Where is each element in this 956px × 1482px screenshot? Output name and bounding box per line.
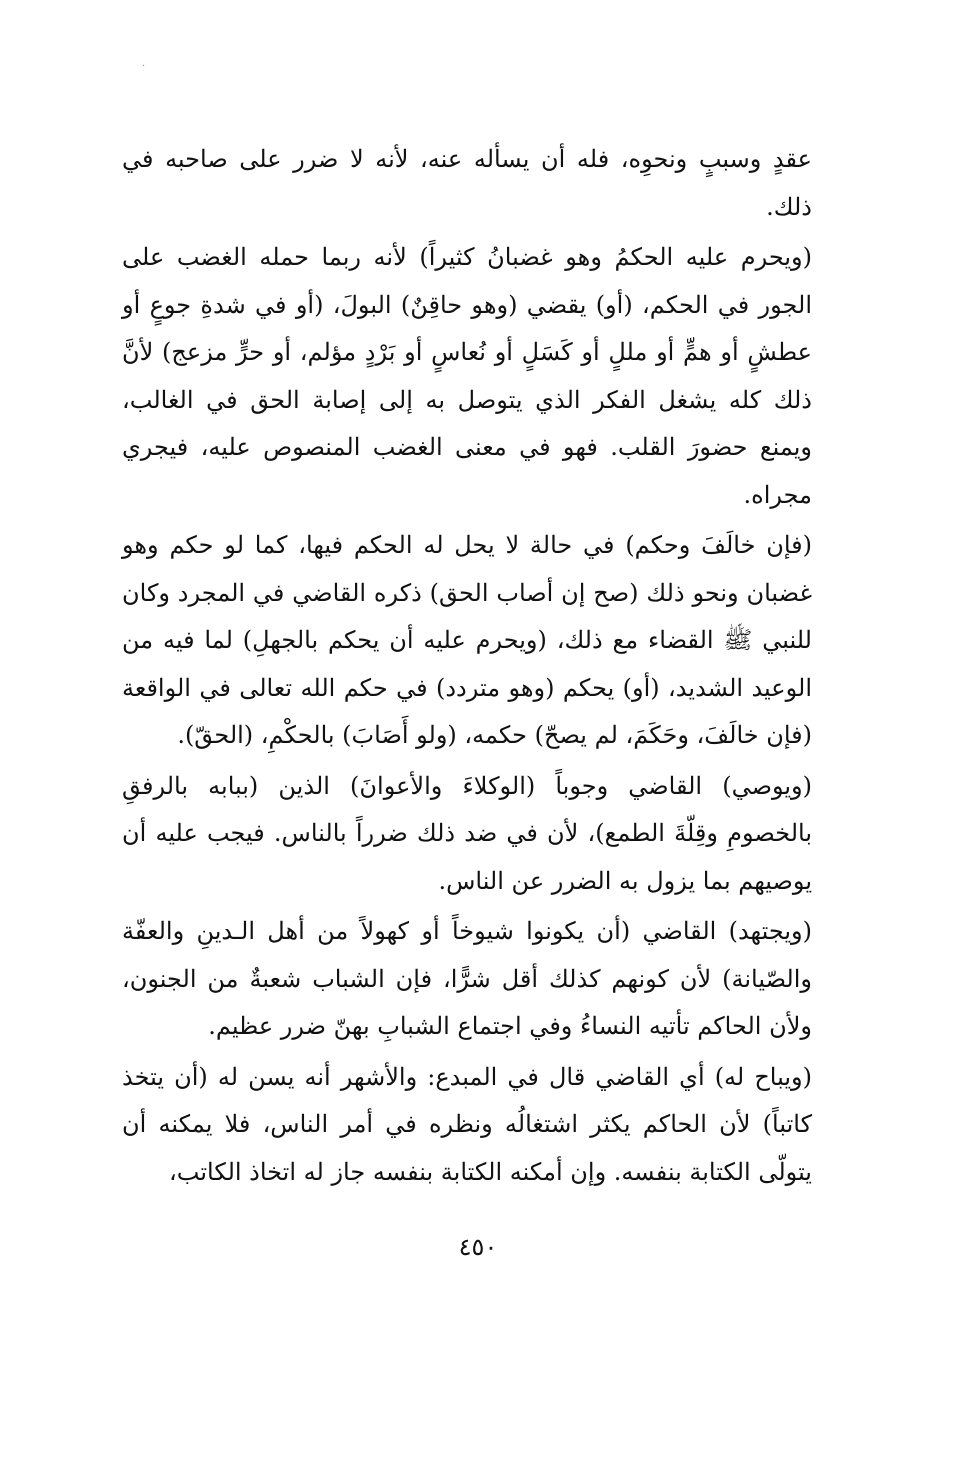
paragraph-4: (ويوصي) القاضي وجوباً (الوكلاءَ والأعوانَ) الذين (ببابه بالرفقِ بالخصومِ وقِلّةَ الطمع)، لأن في ضد ذلك ضرراً بالناس. فيجب عليه أن يوصيهم بما يزول به الضرر عن الناس. xyxy=(122,771,812,895)
paragraph-1: عقدٍ وسببٍ ونحوِه، فله أن يسأله عنه، لأنه لا ضرر على صاحبه في ذلك. xyxy=(122,145,812,221)
paragraph-2: (ويحرم عليه الحكمُ وهو غضبانُ كثيراً) لأنه ربما حمله الغضب على الجور في الحكم، (أو) يقضي (وهو حاقِنٌ) البولَ، (أو في شدةِ جوعٍ أو عطشٍ أو همٍّ أو مللٍ أو كَسَلٍ أو نُعاسٍ أو بَرْدٍ مؤلم، أو حرٍّ مزعج) لأنَّ ذلك كله يشغل الفكر الذي يتوصل به إلى إصابة الحق في الغالب، ويمنع حضورَ القلب. فهو في معنى الغضب المنصوص عليه، فيجري مجراه. xyxy=(122,243,812,509)
page-body xyxy=(122,136,812,1196)
paragraph-6: (ويباح له) أي القاضي قال في المبدع: والأشهر أنه يسن له (أن يتخذ كاتباً) لأن الحاكم يكثر اشتغالُه ونظره في أمر الناس، فلا يمكنه أن يتولّى الكتابة بنفسه. وإن أمكنه الكتابة بنفسه جاز له اتخاذ الكاتب، xyxy=(122,1062,812,1186)
paragraph-3: (فإن خالَفَ وحكم) في حالة لا يحل له الحكم فيها، كما لو حكم وهو غضبان ونحو ذلك (صح إن أصاب الحق) ذكره القاضي في المجرد وكان للنبي ﷺ القضاء مع ذلك، (ويحرم عليه أن يحكم بالجهلِ) لما فيه من الوعيد الشديد، (أو) يحكم (وهو متردد) في حكم الله تعالى في الواقعة (فإن خالَفَ، وحَكَمَ، لم يصحّ) حكمه، (ولو أَصَابَ) بالحكْمِ، (الحقّ). xyxy=(122,531,812,749)
page-number: ٤٥٠ xyxy=(458,1233,498,1261)
paragraph-5: (ويجتهد) القاضي (أن يكونوا شيوخاً أو كهولاً من أهل الـدينِ والعفّة والصّيانة) لأن كونهم كذلك أقل شرًّا، فإن الشباب شعبةٌ من الجنون، ولأن الحاكم تأتيه النساءُ وفي اجتماع الشبابِ بهنّ ضرر عظيم. xyxy=(122,917,812,1040)
scan-speck: · xyxy=(142,61,146,72)
